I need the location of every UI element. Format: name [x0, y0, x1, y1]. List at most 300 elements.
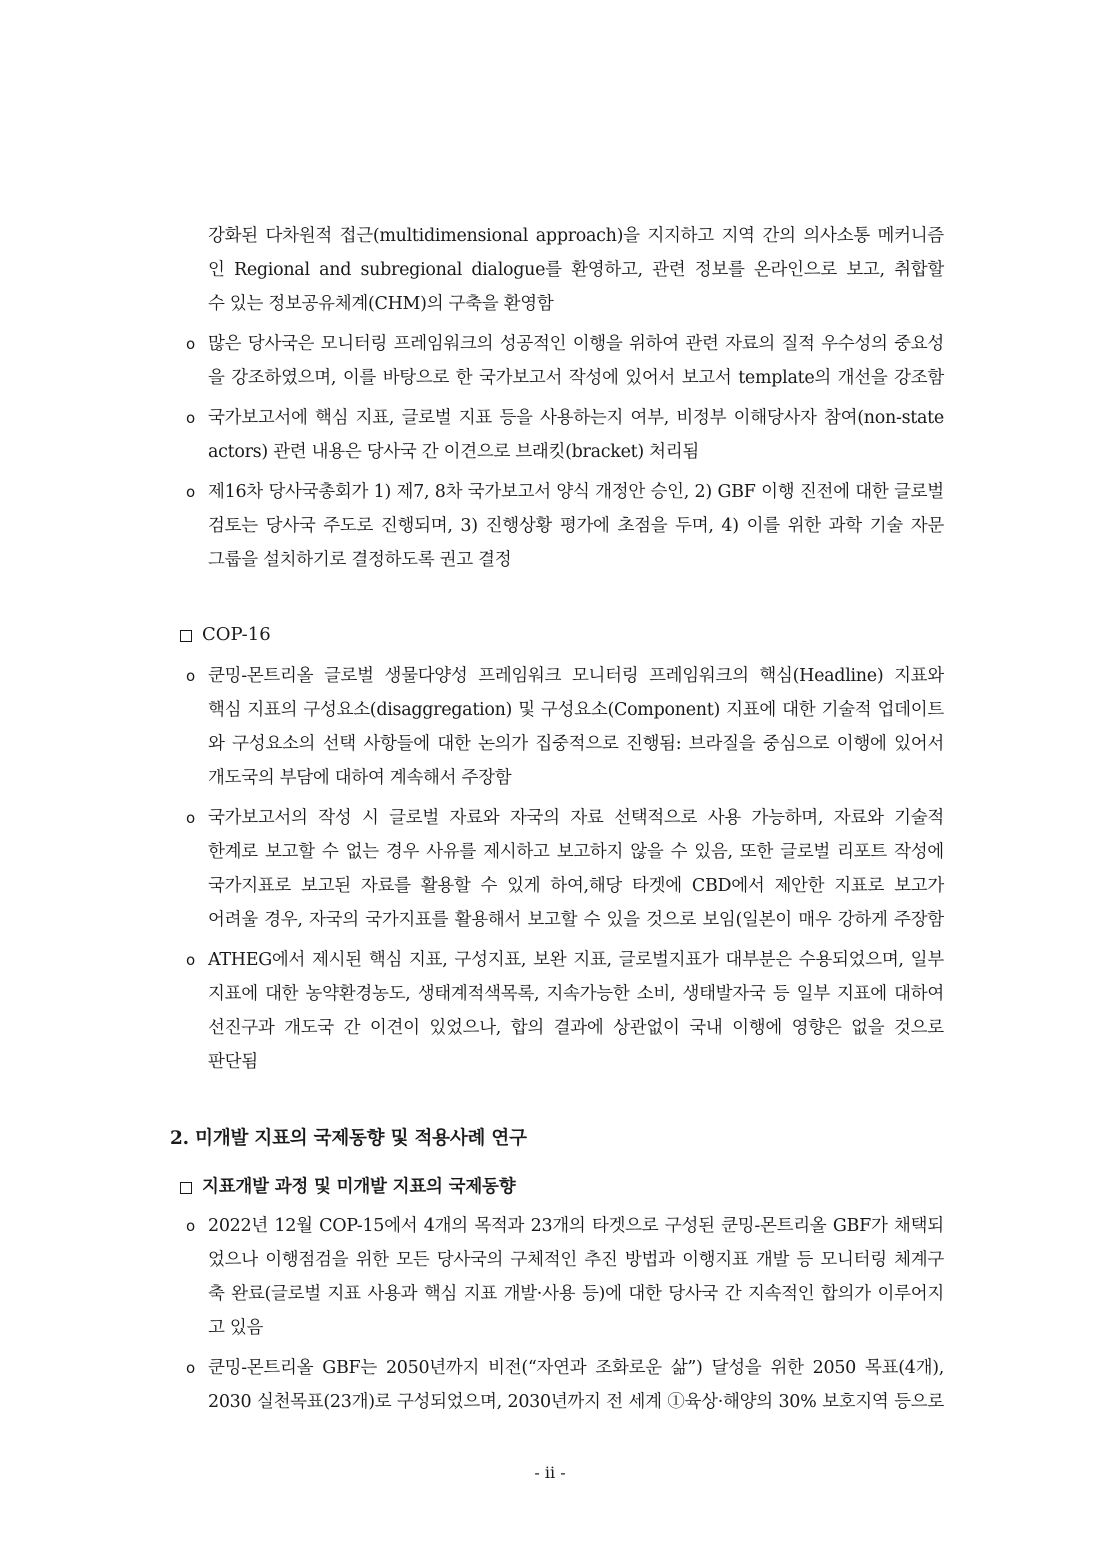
word: 완료(글로벌 [231, 1284, 321, 1304]
word: 바탕으로 [382, 368, 450, 388]
word: 보완 [533, 950, 567, 970]
word: 구성된 [664, 1216, 715, 1236]
word: 핵심 [208, 700, 242, 720]
word: 대한 [855, 482, 889, 502]
checkbox-square-icon [180, 630, 192, 642]
word: 글로벌 [401, 408, 452, 428]
word: 보고, [846, 260, 885, 280]
bullet-text-line [208, 1016, 944, 1040]
word: 지표 [327, 1284, 361, 1304]
word: 당사국은 [247, 334, 315, 354]
word: 주도로 [323, 516, 374, 536]
word: 수 [321, 842, 339, 862]
cop16-heading: COP-16 [202, 624, 271, 645]
word: 어려울 [208, 910, 258, 930]
bullet-marker: o [186, 1359, 196, 1377]
word: CBD에서 [691, 876, 765, 896]
word: 인 [208, 260, 225, 280]
word: 성공적인 [499, 334, 567, 354]
word: 비정부 [676, 408, 727, 428]
bullet-text-line [208, 982, 944, 1006]
word: 수 [480, 876, 498, 896]
word: 채택되 [894, 1216, 944, 1236]
bullet-text-line [208, 1214, 944, 1238]
word: 구성요소(disaggregation) [303, 700, 513, 720]
page-number: - ii - [534, 1463, 566, 1482]
word: 지표, [409, 950, 448, 970]
word: 보고하지 [556, 842, 624, 862]
word: 8차 [434, 482, 463, 502]
word: 지표, [573, 950, 612, 970]
word: 자료의 [725, 334, 775, 354]
word: 다차원적 [265, 226, 332, 246]
bullet-text-line [208, 732, 944, 756]
word: 브라질을 [688, 734, 756, 754]
word: 질적 [781, 334, 815, 354]
word: 대하여 [894, 984, 944, 1004]
word: 자료를 [360, 876, 411, 896]
word: 경우, [264, 910, 303, 930]
word: 대한 [437, 734, 471, 754]
word: 2) [694, 482, 712, 502]
word: 주장함 [894, 910, 944, 930]
word: 당사국 [668, 1284, 719, 1304]
word: COP-15에서 [319, 1216, 418, 1236]
word: 비전(“자연과 [488, 1358, 587, 1378]
word: 2030 [208, 1392, 252, 1412]
bullet-text-line [208, 1248, 944, 1272]
word: 환영하고, [571, 260, 643, 280]
word: 접근(multidimensional [339, 226, 529, 246]
word: 모니터링 [320, 334, 388, 354]
word: 전 [606, 1392, 623, 1412]
word: 한 [455, 368, 473, 388]
word: 기술적 [894, 808, 944, 828]
word: 강조하였으며, [231, 368, 337, 388]
word: 구성요소의 [232, 734, 316, 754]
word: 개도국 [284, 1018, 334, 1038]
word: 이행 [761, 482, 795, 502]
word: 당사국 [265, 516, 316, 536]
word: 지표와 [894, 666, 944, 686]
word: 구체적인 [510, 1250, 577, 1270]
word: 사용 [707, 808, 741, 828]
word: 강화된 [208, 226, 258, 246]
bullet-text-line: 그룹을 설치하기로 결정하도록 권고 결정 [208, 550, 512, 570]
word: 평가에 [559, 516, 610, 536]
word: ATHEG에서 [208, 950, 306, 970]
word: 보고할 [264, 842, 315, 862]
word: 글로벌지표가 [618, 950, 719, 970]
word: 한계로 [208, 842, 258, 862]
word: 실천목표(23개)로 [256, 1392, 392, 1412]
checkbox-square-icon [180, 1182, 192, 1194]
word: 중심으로 [762, 734, 830, 754]
word: 이를 [342, 368, 377, 388]
word: 등)에 [581, 1284, 622, 1304]
word: 두며, [675, 516, 714, 536]
word: 등으로 [894, 1392, 944, 1412]
word: 관련 [652, 260, 686, 280]
word: 진행됨: [625, 734, 682, 754]
word: 지표로 [834, 876, 885, 896]
word: 것으로 [894, 1018, 944, 1038]
word: 제16차 [208, 482, 263, 502]
word: 4) [721, 516, 739, 536]
word: 리포트 [837, 842, 887, 862]
word: 및 [518, 700, 535, 720]
word: 2030년까지 [507, 1392, 601, 1412]
word: 글로벌 [323, 666, 374, 686]
word: 경우 [385, 842, 420, 862]
word: 이루어지 [877, 1284, 944, 1304]
word: 대부분은 [725, 950, 792, 970]
word: 합의 [510, 1018, 544, 1038]
word: 작성 [318, 808, 352, 828]
word: 자국의 [309, 910, 359, 930]
subsection-heading: 지표개발 과정 및 미개발 지표의 국제동향 [202, 1177, 516, 1197]
word: 보호지역 [822, 1392, 889, 1412]
word: 자문 [910, 516, 944, 536]
word: 있어서 [894, 734, 944, 754]
bullet-text-line [208, 480, 944, 504]
word: 4개의 [423, 1216, 468, 1236]
word: and [319, 260, 352, 280]
word: 개정안 [595, 482, 645, 502]
word: 23개의 [530, 1216, 586, 1236]
word: 선택 [322, 734, 356, 754]
word: 생태발자국 [682, 984, 766, 1004]
word: 글로벌 [894, 482, 944, 502]
word: 않을 [630, 842, 664, 862]
word: 목적과 [474, 1216, 525, 1236]
bullet-text-line [208, 1282, 944, 1306]
word: 지속가능한 [546, 984, 630, 1004]
word: 타겟으로 [591, 1216, 659, 1236]
word: 합의가 [821, 1284, 871, 1304]
word: 핵심 [423, 1284, 458, 1304]
word: 세계 [628, 1392, 662, 1412]
word: 보고할 [527, 910, 578, 930]
word: 이행에 [732, 1018, 782, 1038]
word: 진행상황 [485, 516, 553, 536]
paragraph-line [208, 224, 944, 248]
bullet-text-line [208, 806, 944, 830]
word: 2050 [812, 1358, 857, 1378]
word: 사용하는지 [540, 408, 624, 428]
word: 메커니즘 [877, 226, 944, 246]
word: 작성에 [894, 842, 944, 862]
word: 농약환경농도, [305, 984, 411, 1004]
word: 3) [460, 516, 478, 536]
word: 기술적 [821, 700, 872, 720]
word: 와 [208, 734, 225, 754]
word: 지표에 [208, 984, 258, 1004]
word: 핵심 [368, 950, 403, 970]
bullet-marker: o [186, 409, 196, 427]
word: 위한 [355, 1250, 389, 1270]
word: 많은 [208, 334, 242, 354]
word: 국가지표를 [365, 910, 449, 930]
paragraph-line [208, 258, 944, 282]
bullet-text-line: actors) 관련 내용은 당사국 간 이견으로 브래킷(bracket) 처리됨 [208, 442, 699, 462]
word: 사항들에 [363, 734, 430, 754]
word: approach)을 [535, 226, 640, 246]
word: 1) [373, 482, 391, 502]
word: 논의가 [478, 734, 528, 754]
bullet-text-line [208, 514, 944, 538]
bullet-marker: o [186, 951, 196, 969]
word: 국가지표로 [208, 876, 292, 896]
word: 활용할 [420, 876, 471, 896]
word: 지표 [463, 1284, 497, 1304]
word: 등 [772, 984, 790, 1004]
word: 방법과 [624, 1250, 675, 1270]
word: 과학 [828, 516, 862, 536]
word: 지표에 [837, 984, 887, 1004]
bullet-text-line [208, 332, 944, 356]
word: 이행점검을 [265, 1250, 349, 1270]
word: 있을 [606, 910, 640, 930]
word: 30% [778, 1392, 817, 1412]
word: 쿤밍-몬트리올 [721, 1216, 827, 1236]
word: 지지하고 [647, 226, 714, 246]
word: 핵심(Headline) [759, 666, 884, 686]
word: 우수성의 [821, 334, 888, 354]
word: 제안한 [774, 876, 825, 896]
word: 조화로운 [595, 1358, 662, 1378]
word: 지표, [355, 408, 395, 428]
bullet-text-line [208, 874, 944, 898]
word: 을 [208, 368, 225, 388]
word: 검토는 [208, 516, 258, 536]
bullet-text-line [208, 1390, 944, 1414]
word: 구성요소(Component) [541, 700, 720, 720]
word: 있음, [694, 842, 733, 862]
word: 추진 [584, 1250, 618, 1270]
word: 의사소통 [803, 226, 870, 246]
word: 핵심 [315, 408, 349, 428]
word: 글로벌 [389, 808, 439, 828]
word: 프레임워크의 [393, 334, 494, 354]
word: 정보를 [694, 260, 745, 280]
word: 보임(일본이 [702, 910, 792, 930]
word: 이해당사자 [733, 408, 817, 428]
bullet-text-line [208, 406, 944, 430]
word: 중요성 [894, 334, 944, 354]
word: template의 [738, 368, 831, 388]
bullet-text-line [208, 1356, 944, 1380]
word: 선진구과 [208, 1018, 275, 1038]
word: 제7, [396, 482, 430, 502]
word: 목표(4개), [865, 1358, 944, 1378]
bullet-text-line: 고 있음 [208, 1318, 264, 1338]
word: 타겟에 [632, 876, 682, 896]
word: 작성에 [568, 368, 619, 388]
word: 이행을 [572, 334, 623, 354]
word: 기술 [869, 516, 903, 536]
word: 것으로 [646, 910, 696, 930]
bullet-text-line [208, 366, 944, 390]
word: 지표 [458, 408, 493, 428]
bullet-text-line [208, 698, 944, 722]
bullet-text-line [208, 664, 944, 688]
word: Regional [233, 260, 310, 280]
bullet-text-line: 개도국의 부담에 대하여 계속해서 주장함 [208, 768, 512, 788]
word: 2022년 [208, 1216, 268, 1236]
word: 국가보고서 [467, 482, 551, 502]
word: 소비, [636, 984, 676, 1004]
word: 었으나 [208, 1250, 258, 1270]
word: 모든 [396, 1250, 430, 1270]
word: 있게 [507, 876, 541, 896]
word: 제시하고 [483, 842, 550, 862]
word: 없을 [851, 1018, 885, 1038]
word: 관련 [685, 334, 719, 354]
word: 자료와 [449, 808, 500, 828]
word: 온라인으로 [753, 260, 837, 280]
word: 위하여 [629, 334, 679, 354]
word: 양식 [556, 482, 590, 502]
word: 삶”) [670, 1358, 703, 1378]
word: 일부 [910, 950, 944, 970]
bullet-text-line [208, 908, 944, 932]
section-heading: 2. 미개발 지표의 국제동향 및 적용사례 연구 [170, 1128, 527, 1149]
word: 간 [343, 1018, 361, 1038]
word: 가능하며, [751, 808, 824, 828]
word: 당사국의 [436, 1250, 504, 1270]
word: 있었으나, [429, 1018, 502, 1038]
word: 개발·사용 [503, 1284, 576, 1304]
bullet-marker: o [186, 809, 196, 827]
word: GBF가 [832, 1216, 888, 1236]
word: 등을 [499, 408, 533, 428]
word: 생물다양성 [384, 666, 468, 686]
bullet-text-line [208, 948, 944, 972]
bullet-marker: o [186, 335, 196, 353]
word: 결과에 [553, 1018, 604, 1038]
word: 위한 [787, 516, 821, 536]
word: 사유를 [426, 842, 477, 862]
word: 활용해서 [454, 910, 522, 930]
word: 자료와 [833, 808, 884, 828]
word: 제시된 [312, 950, 362, 970]
word: 글로벌 [780, 842, 831, 862]
word: 지표의 [247, 700, 298, 720]
word: 국가보고서의 [208, 808, 308, 828]
word: 간의 [762, 226, 796, 246]
word: 진행되며, [380, 516, 453, 536]
word: 매우 [798, 910, 832, 930]
word: 또한 [739, 842, 774, 862]
word: 모니터링 [820, 1250, 887, 1270]
word: 이행에 [836, 734, 887, 754]
word: 업데이트 [877, 700, 944, 720]
word: 보고된 [301, 876, 351, 896]
word: 없는 [345, 842, 379, 862]
word: 대한 [628, 1284, 662, 1304]
word: subregional [360, 260, 462, 280]
word: 국내 [689, 1018, 723, 1038]
word: 강조함 [894, 368, 944, 388]
word: 지역 [721, 226, 755, 246]
word: ①육상·해양의 [667, 1392, 773, 1412]
word: 대한 [265, 984, 299, 1004]
word: 프레임워크의 [649, 666, 749, 686]
word: 쿤밍-몬트리올 [208, 1358, 314, 1378]
bullet-marker: o [186, 1217, 196, 1235]
word: 개선을 [837, 368, 888, 388]
word: 수 [670, 842, 688, 862]
word: 구성지표, [454, 950, 527, 970]
word: 취합할 [894, 260, 944, 280]
word: 상관없이 [613, 1018, 680, 1038]
word: 달성을 [711, 1358, 762, 1378]
word: 2050년까지 [385, 1358, 480, 1378]
word: 집중적으로 [535, 734, 619, 754]
word: 지속적인 [747, 1284, 815, 1304]
word: 프레임워크 [478, 666, 562, 686]
word: 간 [724, 1284, 742, 1304]
word: 초점을 [617, 516, 668, 536]
word: GBF [717, 482, 756, 502]
word: 영향은 [791, 1018, 842, 1038]
word: GBF는 [322, 1358, 377, 1378]
word: 수 [583, 910, 601, 930]
word: 쿤밍-몬트리올 [208, 666, 314, 686]
bullet-marker: o [186, 667, 196, 685]
word: 일부 [796, 984, 830, 1004]
word: 지표에 [726, 700, 776, 720]
word: 이를 [746, 516, 780, 536]
word: 생태계적색목록, [417, 984, 540, 1004]
word: 하여,해당 [550, 876, 623, 896]
word: 등 [796, 1250, 814, 1270]
word: 여부, [630, 408, 669, 428]
word: 위한 [770, 1358, 804, 1378]
word: 당사국총회가 [268, 482, 369, 502]
word: 체계구 [894, 1250, 944, 1270]
word: 참여(non-state [824, 408, 944, 428]
word: 이견이 [369, 1018, 420, 1038]
bullet-text-line: 판단됨 [208, 1052, 258, 1072]
word: 보고서 [681, 368, 732, 388]
word: 이행지표 [682, 1250, 749, 1270]
word: 축 [208, 1284, 225, 1304]
word: 자료 [570, 808, 604, 828]
word: 진전에 [799, 482, 850, 502]
word: 수용되었으며, [798, 950, 904, 970]
word: 12월 [274, 1216, 313, 1236]
word: 국가보고서 [479, 368, 563, 388]
word: dialogue를 [471, 260, 562, 280]
paragraph-line: 수 있는 정보공유체계(CHM)의 구축을 환영함 [208, 294, 554, 314]
word: 국가보고서에 [208, 408, 308, 428]
word: 승인, [650, 482, 689, 502]
word: 사용과 [367, 1284, 418, 1304]
word: 개발 [755, 1250, 790, 1270]
word: 구성되었으며, [396, 1392, 502, 1412]
word: 보고가 [894, 876, 944, 896]
bullet-text-line [208, 840, 944, 864]
bullet-marker: o [186, 483, 196, 501]
word: 모니터링 [571, 666, 639, 686]
word: 선택적으로 [614, 808, 698, 828]
word: 강하게 [837, 910, 888, 930]
word: 자국의 [509, 808, 560, 828]
word: 있어서 [625, 368, 676, 388]
word: 시 [361, 808, 379, 828]
